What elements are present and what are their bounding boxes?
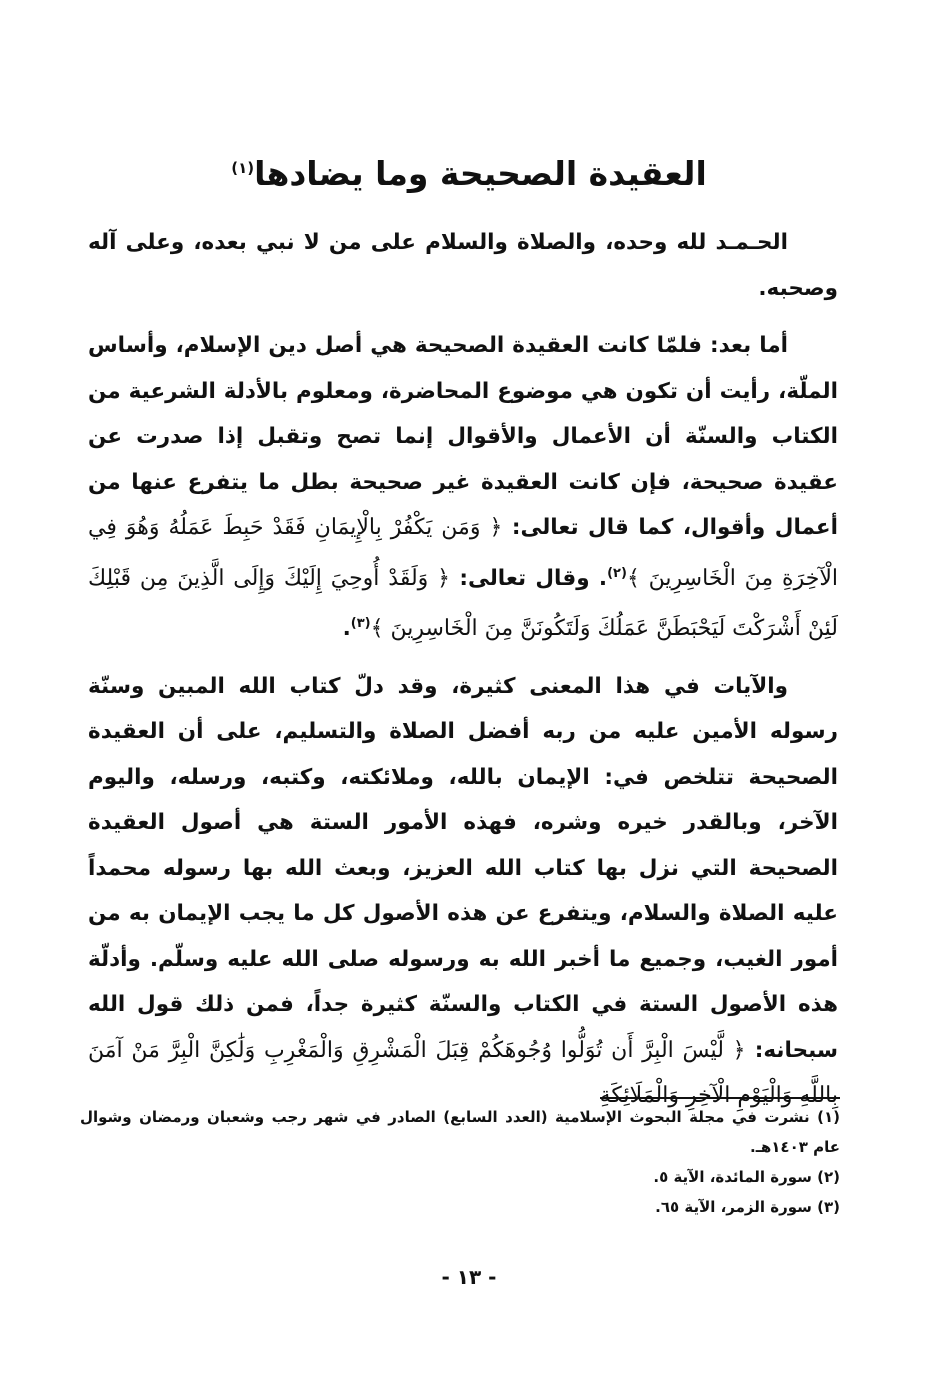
footnote-1: (١) نشرت في مجلة البحوث الإسلامية (العدد السابع) الصادر في شهر رجب وشعبان ورمضان وشوال عام ١٤٠٣هـ. — [80, 1108, 840, 1156]
body-text — [88, 220, 838, 1131]
paragraph-creed-text: أما بعد: فلمّا كانت العقيدة الصحيحة هي أصل دين الإسلام، وأساس الملّة، رأيت أن تكون هي موضوع المحاضرة، ومعلوم بالأدلة الشرعية من الكتاب والسنّة أن الأعمال والأقوال إنما تصح وتقبل إذا صدرت عن عقيدة صحيحة، فإن كانت العقيدة غير صحيحة بطل ما يتفرع عنها من أعمال وأقوال، كما قال تعالى: — [88, 333, 838, 540]
verse-2-end: . — [342, 616, 351, 642]
page-number: - ١٣ - — [441, 1265, 497, 1289]
quran-verse-1: ﴿ وَمَن يَكْفُرْ بِالْإِيمَانِ فَقَدْ حَبِطَ عَمَلُهُ وَهُوَ فِي الْآخِرَةِ مِنَ الْخَاسِرِينَ ﴾ — [88, 515, 838, 591]
paragraph-pillars-text: والآيات في هذا المعنى كثيرة، وقد دلّ كتاب الله المبين وسنّة رسوله الأمين عليه من ربه أفضل الصلاة والتسليم، على أن العقيدة الصحيحة تتلخص في: الإيمان بالله، وملائكته، وكتبه، ورسله، واليوم الآخر، وبالقدر خيره وشره، فهذه الأمور الستة هي أصول العقيدة الصحيحة التي نزل بها كتاب الله العزيز، وبعث الله بها رسوله محمداً عليه الصلاة والسلام، ويتفرع عن هذه الأصول كل ما يجب الإيمان به من أمور الغيب، وجميع ما أخبر الله به ورسوله صلى الله عليه وسلّم. وأدلّة هذه الأصول الستة في الكتاب والسنّة كثيرة جداً، فمن ذلك قول الله سبحانه: — [88, 673, 838, 1063]
title-footnote-marker: (١) — [231, 159, 255, 177]
footnotes — [80, 1102, 840, 1222]
verse-bridge-text: . وقال تعالى: — [459, 565, 608, 591]
footnote-2: (٢) سورة المائدة، الآية ٥. — [653, 1168, 840, 1186]
title-text: العقيدة الصحيحة وما يضادها — [254, 154, 707, 193]
footnote-3: (٣) سورة الزمر، الآية ٦٥. — [655, 1198, 840, 1216]
paragraph-six-pillars — [88, 664, 838, 1119]
footnote-divider — [600, 1097, 840, 1099]
quran-verse-2: ﴿ وَلَقَدْ أُوحِيَ إِلَيْكَ وَإِلَى الَّذِينَ مِن قَبْلِكَ لَئِنْ أَشْرَكْتَ لَيَحْبَطَنَّ عَمَلُكَ وَلَتَكُونَنَّ مِنَ الْخَاسِرِينَ ﴾ — [88, 565, 838, 642]
page-title — [150, 140, 788, 202]
quran-verse-3: ﴿ لَّيْسَ الْبِرَّ أَن تُوَلُّوا وُجُوهَكُمْ قِبَلَ الْمَشْرِقِ وَالْمَغْرِبِ وَلَٰكِنَّ الْبِرَّ مَنْ آمَنَ بِاللَّهِ وَالْيَوْمِ الْآخِرِ وَالْمَلَائِكَةِ — [88, 1037, 838, 1109]
footnote-ref-2: (٢) — [607, 565, 627, 581]
footnote-ref-3: (٣) — [350, 616, 371, 632]
paragraph-opening: الحـمـد لله وحده، والصلاة والسلام على من لا نبي بعده، وعلى آله وصحبه. — [88, 230, 838, 301]
paragraph-creed-importance — [88, 323, 838, 652]
